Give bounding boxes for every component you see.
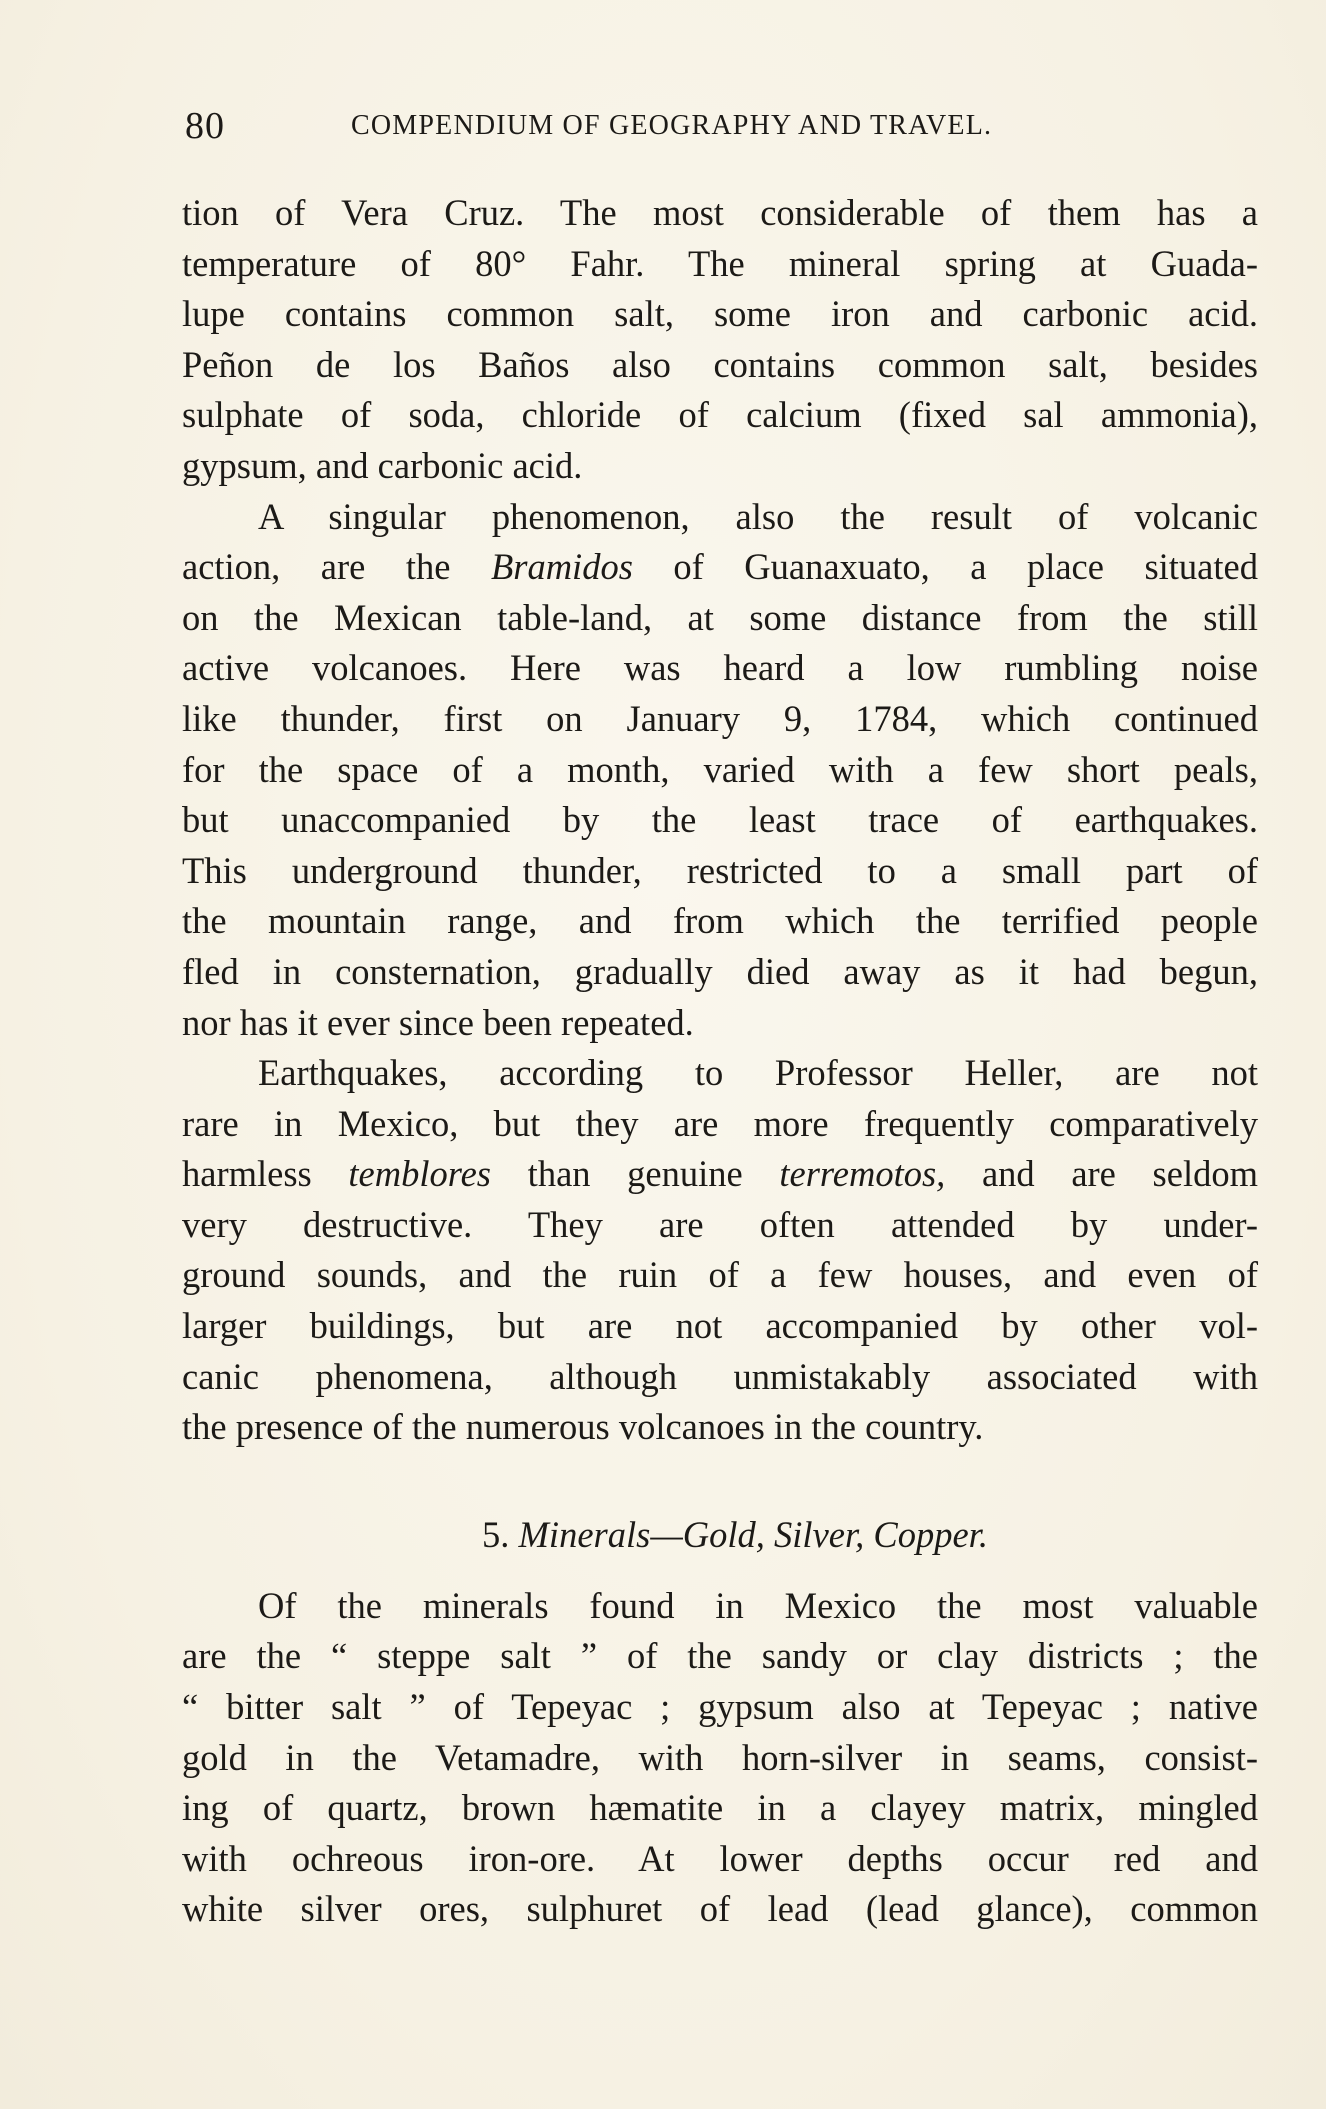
text-line: A singular phenomenon, also the result of volcanic (258, 495, 1258, 537)
text-line: on the Mexican table-land, at some distance from the still (182, 596, 1258, 638)
text-line: the mountain range, and from which the terrified people (182, 900, 1258, 942)
body-text (182, 188, 1258, 1935)
text-line: Peñon de los Baños also contains common salt, besides (182, 343, 1258, 385)
text-line: Earthquakes, according to Professor Heller, are not (258, 1052, 1258, 1094)
text-line: like thunder, first on January 9, 1784, which continued (182, 697, 1258, 739)
italic-term-bramidos: Bramidos (490, 546, 633, 588)
section-heading (182, 1503, 1258, 1581)
text-line: with ochreous iron-ore. At lower depths occur red and (182, 1837, 1258, 1879)
page-number: 80 (185, 105, 225, 147)
text-line: canic phenomena, although unmistakably associated with (182, 1355, 1258, 1397)
text-line: active volcanoes. Here was heard a low rumbling noise (182, 647, 1258, 689)
text-line: “ bitter salt ” of Tepeyac ; gypsum also at Tepeyac ; native (182, 1686, 1258, 1728)
running-title: COMPENDIUM OF GEOGRAPHY AND TRAVEL. (351, 110, 993, 141)
text-line: Of the minerals found in Mexico the most valuable (258, 1584, 1258, 1626)
section-title: Minerals—Gold, Silver, Copper. (518, 1513, 988, 1555)
page-header (185, 104, 1135, 154)
text-line: gypsum, and carbonic acid. (182, 444, 583, 486)
text-fragment: action, are the (182, 546, 491, 588)
text-line: gold in the Vetamadre, with horn-silver in seams, consist- (182, 1736, 1258, 1778)
text-line: ing of quartz, brown hæmatite in a clayey matrix, mingled (182, 1787, 1258, 1829)
text-fragment: harmless (182, 1153, 349, 1195)
section-number: 5. (482, 1513, 519, 1555)
text-line (182, 1149, 1258, 1200)
text-fragment: than genuine (491, 1153, 780, 1195)
text-line: ground sounds, and the ruin of a few houses, and even of (182, 1254, 1258, 1296)
text-line: larger buildings, but are not accompanied by other vol- (182, 1305, 1258, 1347)
text-line: very destructive. They are often attended by under- (182, 1203, 1258, 1245)
italic-term-temblores: temblores (348, 1153, 492, 1195)
text-line: sulphate of soda, chloride of calcium (fixed sal ammonia), (182, 394, 1258, 436)
text-line: for the space of a month, varied with a few short peals, (182, 748, 1258, 790)
text-line: tion of Vera Cruz. The most considerable of them has a (182, 192, 1258, 233)
text-line: but unaccompanied by the least trace of earthquakes. (182, 799, 1258, 841)
text-line: rare in Mexico, but they are more frequently comparatively (182, 1102, 1258, 1144)
text-line: This underground thunder, restricted to a small part of (182, 849, 1258, 891)
text-line: temperature of 80° Fahr. The mineral spring at Guada- (182, 242, 1258, 284)
text-line: fled in consternation, gradually died away as it had begun, (182, 950, 1258, 992)
section-gap (182, 1453, 1258, 1503)
text-fragment: of Guanaxuato, a place situated (632, 546, 1258, 588)
text-line: are the “ steppe salt ” of the sandy or clay districts ; the (182, 1635, 1258, 1677)
text-line: lupe contains common salt, some iron and carbonic acid. (182, 293, 1258, 335)
text-line: nor has it ever since been repeated. (182, 1001, 694, 1043)
text-line: the presence of the numerous volcanoes in the country. (182, 1406, 984, 1448)
text-line (182, 542, 1258, 593)
text-line: white silver ores, sulphuret of lead (lead glance), common (182, 1888, 1258, 1930)
text-fragment: and are seldom (945, 1153, 1258, 1195)
italic-term-terremotos: terremotos, (779, 1153, 946, 1195)
